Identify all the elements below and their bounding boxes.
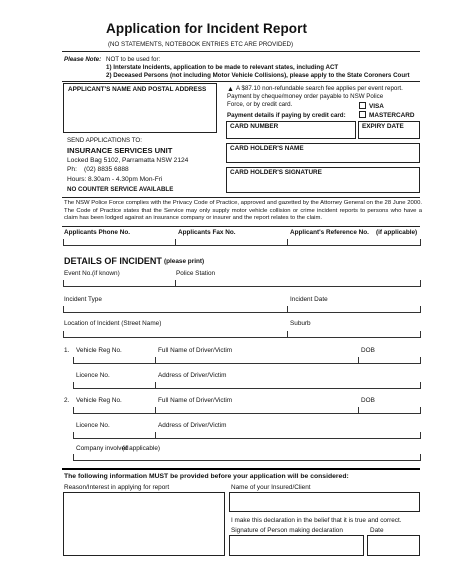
date-field[interactable] [367, 535, 420, 556]
incident-date-label: Incident Date [290, 296, 328, 303]
visa-checkbox[interactable] [359, 102, 366, 109]
note-line: NOT to be used for: [106, 56, 161, 63]
signature-field[interactable] [229, 535, 364, 556]
divider [62, 197, 420, 198]
expiry-date-field[interactable] [358, 121, 420, 139]
unit-name: INSURANCE SERVICES UNIT [67, 146, 173, 155]
vehicle-2-licence-line[interactable] [73, 438, 421, 439]
note-label: Please Note: [64, 56, 102, 63]
declaration-text: I make this declaration in the belief that it is true and correct. [231, 517, 402, 524]
expiry-date-label: EXPIRY DATE [362, 123, 404, 130]
unit-address: Locked Bag 5102, Parramatta NSW 2124 [67, 157, 189, 164]
divider [62, 226, 420, 227]
company-input-line[interactable] [73, 460, 421, 461]
type-date-input-line[interactable] [63, 312, 421, 313]
page-title: Application for Incident Report [106, 21, 308, 36]
triangle-icon: ▲ [227, 86, 234, 93]
unit-hours: 8.30am - 4.30pm Mon-Fri [88, 176, 163, 183]
contacts-input-line[interactable] [63, 245, 421, 246]
reason-label: Reason/Interest in applying for report [64, 484, 170, 491]
no-counter-notice: NO COUNTER SERVICE AVAILABLE [67, 186, 174, 193]
vehicle-number: 1. [64, 347, 70, 354]
event-number-label: Event No. [64, 270, 93, 277]
signature-label: Signature of Person making declaration [231, 527, 343, 534]
note-line: 2) Deceased Persons (not including Motor Vehicle Collisions), please apply to the State Coroners Court [106, 72, 410, 79]
fee-text: Force, or by credit card. [227, 101, 293, 108]
driver-name-label: Full Name of Driver/Victim [158, 397, 233, 404]
company-label: Company involved [76, 445, 129, 452]
driver-address-label: Address of Driver/Victim [158, 422, 227, 429]
incident-heading: DETAILS OF INCIDENT [64, 256, 162, 266]
vehicle-reg-label: Vehicle Reg No. [76, 347, 122, 354]
insured-client-field[interactable] [229, 492, 420, 512]
divider [62, 468, 420, 470]
mastercard-label: MASTERCARD [369, 112, 415, 119]
vehicle-number: 2. [64, 397, 70, 404]
vehicle-2-input-line[interactable] [73, 413, 421, 414]
card-holder-name-field[interactable] [226, 143, 420, 163]
card-holder-signature-field[interactable] [226, 167, 420, 193]
card-holder-name-label: CARD HOLDER'S NAME [230, 145, 304, 152]
driver-address-label: Address of Driver/Victim [158, 372, 227, 379]
applicant-address-label: APPLICANT'S NAME AND POSTAL ADDRESS [68, 86, 207, 93]
fee-text: A $87.10 non-refundable search fee applies per event report. [236, 85, 403, 92]
card-number-label: CARD NUMBER [230, 123, 279, 130]
unit-hours-label: Hours: [67, 176, 87, 183]
licence-label: Licence No. [76, 372, 110, 379]
reason-field[interactable] [63, 492, 225, 556]
must-provide-notice: The following information MUST be provided before your application will be considered: [64, 473, 349, 480]
licence-label: Licence No. [76, 422, 110, 429]
applicant-address-box[interactable] [63, 83, 217, 133]
police-station-label: Police Station [176, 270, 216, 277]
driver-name-label: Full Name of Driver/Victim [158, 347, 233, 354]
page-subtitle: (NO STATEMENTS, NOTEBOOK ENTRIES ETC ARE PROVIDED) [108, 41, 294, 48]
card-payment-label: Payment details if paying by credit card: [227, 112, 346, 119]
send-label: SEND APPLICATIONS TO: [67, 137, 142, 144]
insured-client-label: Name of your Insured/Client [231, 484, 311, 491]
divider [62, 81, 420, 82]
vehicle-reg-label: Vehicle Reg No. [76, 397, 122, 404]
dob-label: DOB [361, 397, 375, 404]
card-number-field[interactable] [226, 121, 356, 139]
event-station-input-line[interactable] [63, 286, 421, 287]
applicant-reference-label: Applicant's Reference No. [290, 229, 369, 236]
applicant-fax-label: Applicants Fax No. [178, 229, 236, 236]
location-suburb-input-line[interactable] [63, 337, 421, 338]
company-note: (if applicable) [122, 445, 161, 452]
date-label: Date [370, 527, 384, 534]
mastercard-checkbox[interactable] [359, 111, 366, 118]
card-holder-signature-label: CARD HOLDER'S SIGNATURE [230, 169, 322, 176]
fee-text: Payment by cheque/money order payable to NSW Police [227, 93, 384, 100]
vehicle-1-input-line[interactable] [73, 363, 421, 364]
unit-phone-label: Ph: [67, 166, 77, 173]
divider [62, 51, 420, 52]
incident-type-label: Incident Type [64, 296, 102, 303]
applicant-phone-label: Applicants Phone No. [64, 229, 131, 236]
suburb-label: Suburb [290, 320, 311, 327]
privacy-statement: The NSW Police Force complies with the Privacy Code of Practice, approved and gazetted by the Attorney General on the 28 June 2000. The Code of Practice states that the Service may only supply motor vehicle collision or crime incident reports to persons who have a claim has been lodged against an insurance company or insurer and the report relates to the claim. [64, 200, 422, 222]
incident-heading-note: (please print) [164, 258, 205, 265]
incident-location-label: Location of Incident (Street Name) [64, 320, 162, 327]
unit-phone: (02) 8835 6888 [84, 166, 129, 173]
event-number-note: (if known) [92, 270, 120, 277]
visa-label: VISA [369, 103, 384, 110]
applicant-reference-note: (if applicable) [376, 229, 418, 236]
note-line: 1) Interstate Incidents, application to be made to relevant states, including ACT [106, 64, 339, 71]
vehicle-1-licence-line[interactable] [73, 388, 421, 389]
dob-label: DOB [361, 347, 375, 354]
